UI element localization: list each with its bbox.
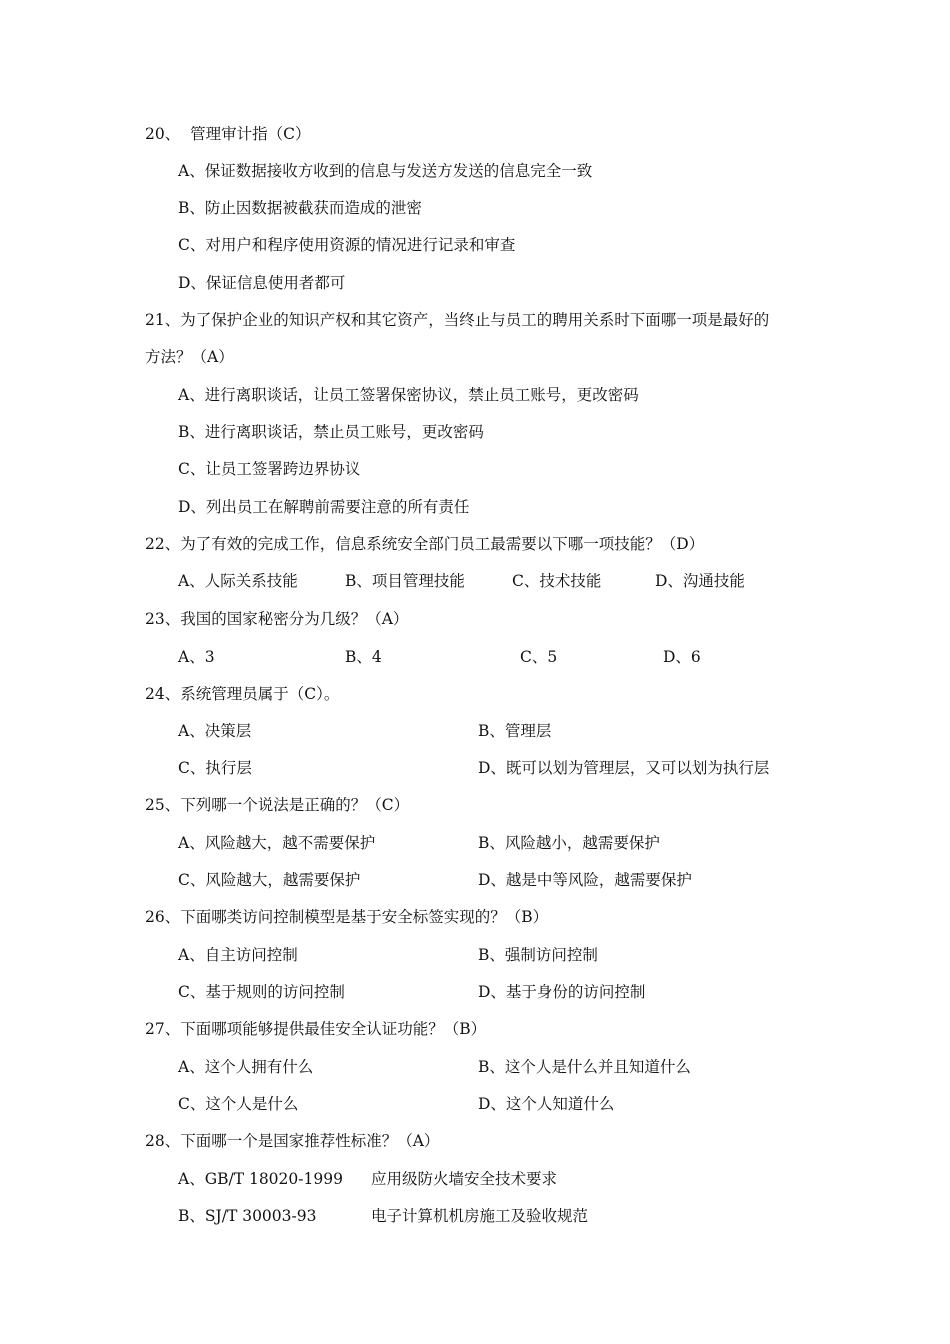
q27-option-b: B、这个人是什么并且知道什么 <box>478 1058 691 1076</box>
question-24-stem <box>145 684 339 704</box>
q28-option-b-code: B、SJ/T 30003-93 <box>178 1207 317 1225</box>
q21-option-b: B、进行离职谈话，禁止员工账号，更改密码 <box>178 423 484 441</box>
q20-option-d: D、保证信息使用者都可 <box>178 274 346 292</box>
question-26-stem <box>145 907 548 927</box>
q24-option-c: C、执行层 <box>178 759 252 777</box>
question-21-stem-cont: 方法？（A） <box>145 348 234 366</box>
q25-option-d: D、越是中等风险，越需要保护 <box>478 871 692 889</box>
question-text: 下面哪项能够提供最佳安全认证功能？（B） <box>180 1020 487 1038</box>
q26-option-c: C、基于规则的访问控制 <box>178 983 345 1001</box>
question-number: 23、 <box>145 610 181 628</box>
q24-option-b: B、管理层 <box>478 722 552 740</box>
question-number: 24、 <box>145 685 181 703</box>
question-number: 27、 <box>145 1020 181 1038</box>
question-27-stem <box>145 1019 486 1039</box>
q21-option-d: D、列出员工在解聘前需要注意的所有责任 <box>178 498 470 516</box>
question-text: 下面哪类访问控制模型是基于安全标签实现的？（B） <box>180 908 549 926</box>
question-22-stem <box>145 534 704 554</box>
question-text: 为了有效的完成工作，信息系统安全部门员工最需要以下哪一项技能？（D） <box>180 535 705 553</box>
q25-option-a: A、风险越大，越不需要保护 <box>178 834 376 852</box>
q25-option-c: C、风险越大，越需要保护 <box>178 871 361 889</box>
q20-option-c: C、对用户和程序使用资源的情况进行记录和审查 <box>178 236 516 254</box>
question-text: 管理审计指（C） <box>190 125 311 143</box>
q26-option-b: B、强制访问控制 <box>478 946 598 964</box>
question-25-stem <box>145 795 409 815</box>
question-number: 25、 <box>145 796 181 814</box>
q23-option-c: C、5 <box>520 648 558 666</box>
q22-option-b: B、项目管理技能 <box>345 572 465 590</box>
question-number: 22、 <box>145 535 181 553</box>
q20-option-a: A、保证数据接收方收到的信息与发送方发送的信息完全一致 <box>178 162 593 180</box>
q23-option-d: D、6 <box>663 648 701 666</box>
q28-option-a-desc: 应用级防火墙安全技术要求 <box>371 1170 558 1188</box>
q28-option-a-code: A、GB/T 18020-1999 <box>178 1170 343 1188</box>
q24-option-d: D、既可以划为管理层，又可以划为执行层 <box>478 759 770 777</box>
question-text: 下列哪一个说法是正确的？（C） <box>180 796 410 814</box>
question-number: 20、 <box>145 125 181 143</box>
q21-option-c: C、让员工签署跨边界协议 <box>178 460 361 478</box>
question-23-stem <box>145 609 408 629</box>
question-text: 系统管理员属于（C）。 <box>180 685 340 703</box>
q27-option-c: C、这个人是什么 <box>178 1095 299 1113</box>
q24-option-a: A、决策层 <box>178 722 252 740</box>
q21-option-a: A、进行离职谈话，让员工签署保密协议，禁止员工账号，更改密码 <box>178 386 639 404</box>
q23-option-a: A、3 <box>178 648 215 666</box>
q22-option-d: D、沟通技能 <box>655 572 745 590</box>
q26-option-a: A、自主访问控制 <box>178 946 298 964</box>
question-text: 我国的国家秘密分为几级？（A） <box>180 610 409 628</box>
q25-option-b: B、风险越小，越需要保护 <box>478 834 660 852</box>
question-text: 下面哪一个是国家推荐性标准？（A） <box>180 1132 440 1150</box>
question-number: 21、 <box>145 311 181 329</box>
question-number: 28、 <box>145 1132 181 1150</box>
q26-option-d: D、基于身份的访问控制 <box>478 983 646 1001</box>
q28-option-b-desc: 电子计算机机房施工及验收规范 <box>371 1207 589 1225</box>
q27-option-d: D、这个人知道什么 <box>478 1095 615 1113</box>
q27-option-a: A、这个人拥有什么 <box>178 1058 314 1076</box>
q22-option-c: C、技术技能 <box>512 572 602 590</box>
question-28-stem <box>145 1131 439 1151</box>
question-text: 为了保护企业的知识产权和其它资产，当终止与员工的聘用关系时下面哪一项是最好的 <box>180 311 770 329</box>
question-20-stem <box>145 124 310 144</box>
question-21-stem <box>145 310 769 330</box>
question-number: 26、 <box>145 908 181 926</box>
q22-option-a: A、人际关系技能 <box>178 572 298 590</box>
q20-option-b: B、防止因数据被截获而造成的泄密 <box>178 199 422 217</box>
q23-option-b: B、4 <box>345 648 382 666</box>
